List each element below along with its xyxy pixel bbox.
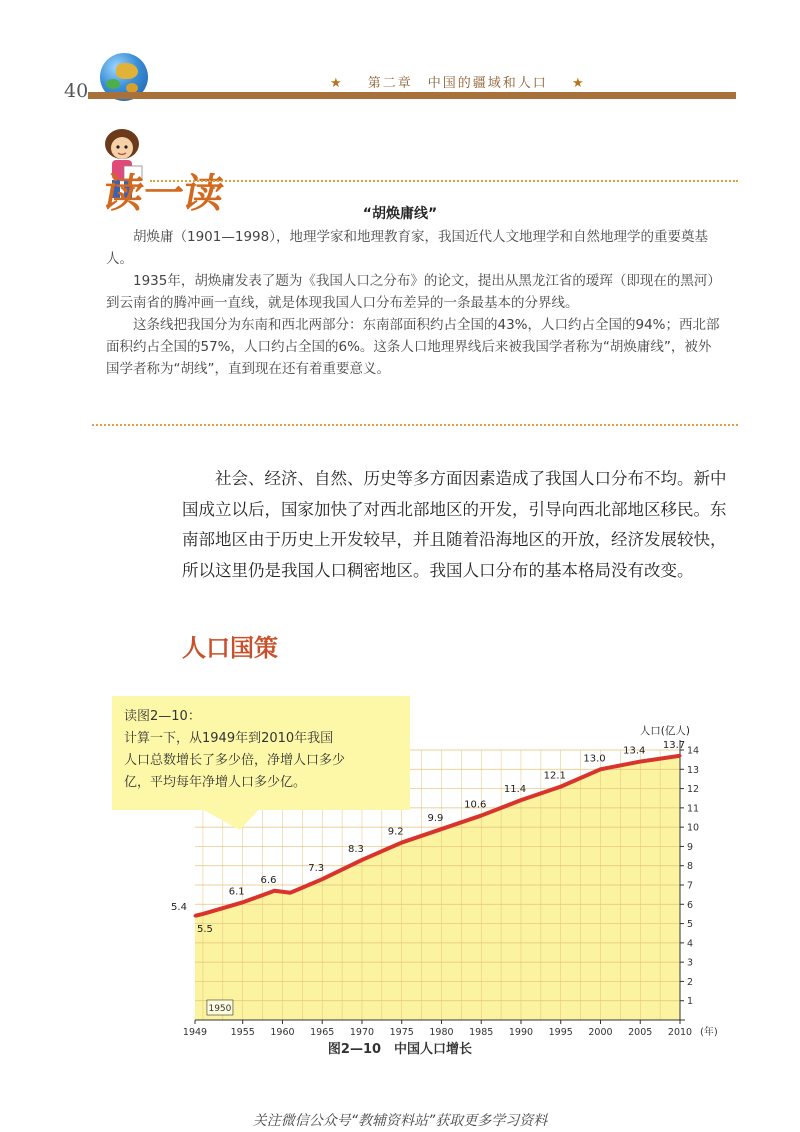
data-label: 7.3	[308, 863, 325, 875]
data-point	[400, 841, 403, 844]
data-label: 8.3	[348, 843, 364, 855]
data-label: 5.4	[171, 901, 187, 913]
data-point	[480, 814, 483, 817]
y-tick-label: 10	[687, 822, 700, 834]
note-line: 亿，平均每年净增人口多少亿。	[124, 775, 307, 790]
data-point	[241, 901, 244, 904]
x-axis-label: (年)	[700, 1027, 718, 1038]
data-point	[360, 858, 363, 861]
data-label: 9.9	[427, 813, 444, 825]
y-tick-label: 13	[687, 764, 700, 776]
data-label: 13.4	[623, 745, 646, 757]
data-label: 11.4	[503, 784, 527, 796]
y-tick-label: 8	[687, 861, 694, 873]
header-divider	[88, 92, 736, 99]
data-point	[599, 768, 602, 771]
data-point	[639, 760, 642, 763]
y-tick-label: 5	[687, 919, 694, 931]
reading-badge: 读一读	[99, 170, 228, 217]
data-point	[273, 889, 276, 892]
x-tick-label: 1975	[389, 1027, 414, 1038]
section-title: 人口国策	[182, 634, 278, 662]
y-tick-label: 12	[687, 784, 700, 796]
data-label: 9.2	[387, 826, 404, 838]
start-year-label: 1950	[208, 1004, 232, 1014]
y-tick-label: 9	[687, 841, 694, 853]
x-tick-label: 1965	[310, 1027, 335, 1038]
y-tick-label: 1	[687, 996, 694, 1008]
star-icon: ★	[571, 76, 586, 91]
page-number: 40	[64, 80, 89, 102]
x-tick-label: 1990	[508, 1027, 534, 1038]
y-tick-label: 6	[687, 899, 694, 911]
data-point	[321, 878, 324, 881]
reading-paragraph: 这条线把我国分为东南和西北两部分：东南部面积约占全国的43%，人口约占全国的94%；西北部面积约占全国的57%，人口约占全国的6%。这条人口地理界线后来被我国学者称为“胡焕庸线”，被外国学者称为“胡线”，直到现在还有着重要意义。	[106, 317, 720, 377]
figure-caption: 图2—10 中国人口增长	[327, 1042, 473, 1057]
note-line: 计算一下，从1949年到2010年我国	[124, 731, 334, 746]
data-label: 13.0	[583, 753, 606, 765]
reading-body	[106, 226, 724, 380]
data-label: 12.1	[543, 770, 566, 782]
note-tail	[200, 808, 260, 830]
x-tick-label: 1955	[230, 1027, 255, 1038]
footer-note: 关注微信公众号“教辅资料站”获取更多学习资料	[252, 1113, 548, 1129]
note-line: 读图2—10：	[124, 709, 201, 724]
x-tick-label: 1985	[469, 1027, 494, 1038]
y-tick-label: 4	[687, 938, 694, 950]
question-note-text	[124, 706, 406, 794]
reading-paragraph: 胡焕庸（1901—1998），地理学家和地理教育家，我国近代人文地理学和自然地理学的重要奠基人。	[106, 229, 708, 267]
data-point	[519, 799, 522, 802]
data-point	[679, 754, 682, 757]
star-icon: ★	[330, 76, 344, 91]
x-tick-label: 2010	[667, 1027, 693, 1038]
x-tick-label: 2000	[588, 1027, 613, 1038]
data-point	[440, 828, 443, 831]
reading-title: “胡焕庸线”	[362, 206, 438, 222]
dotted-divider	[92, 424, 738, 426]
x-tick-label: 1995	[548, 1027, 573, 1038]
data-point	[559, 785, 562, 788]
y-tick-label: 3	[687, 957, 694, 969]
x-tick-label: 1960	[270, 1027, 295, 1038]
y-tick-label: 2	[687, 976, 694, 988]
chapter-header	[330, 72, 586, 91]
data-point	[194, 914, 197, 917]
x-tick-label: 1980	[429, 1027, 454, 1038]
data-label: 5.5	[196, 923, 213, 935]
data-label: 6.1	[228, 886, 245, 898]
dotted-divider	[150, 180, 738, 182]
data-label: 6.6	[260, 874, 277, 886]
y-tick-label: 7	[687, 880, 694, 892]
y-tick-label: 14	[687, 745, 700, 757]
data-point	[289, 891, 292, 894]
y-tick-label: 11	[687, 803, 700, 815]
data-point	[201, 912, 204, 915]
y-axis-label: 人口(亿人)	[639, 725, 690, 737]
x-tick-label: 1949	[182, 1027, 208, 1038]
x-tick-label: 1970	[349, 1027, 375, 1038]
note-line: 人口总数增长了多少倍，净增人口多少	[124, 753, 346, 768]
reading-paragraph: 1935年，胡焕庸发表了题为《我国人口之分布》的论文，提出从黑龙江省的瑷珲（即现在的黑河）到云南省的腾冲画一直线，就是体现我国人口分布差异的一条最基本的分界线。	[106, 273, 721, 311]
chapter-title: 第二章 中国的疆域和人口	[367, 76, 548, 91]
x-tick-label: 2005	[628, 1027, 653, 1038]
data-label: 13.7	[662, 739, 686, 751]
body-paragraph: 社会、经济、自然、历史等多方面因素造成了我国人口分布不均。新中国成立以后，国家加快了对西北部地区的开发，引导向西北部地区移民。东南部地区由于历史上开发较早，并且随着沿海地区的开放，经济发展较快，所以这里仍是我国人口稠密地区。我国人口分布的基本格局没有改变。	[182, 469, 727, 580]
data-label: 10.6	[464, 799, 487, 811]
